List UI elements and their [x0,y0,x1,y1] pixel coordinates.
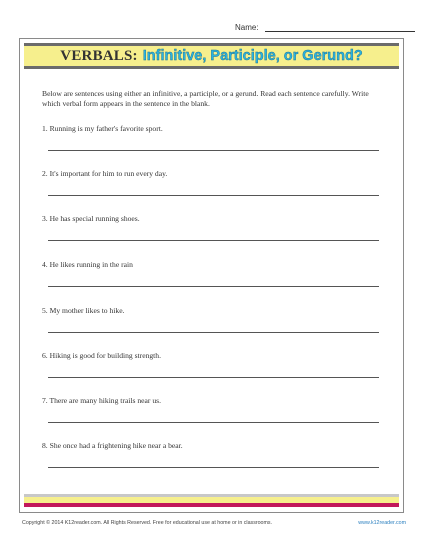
answer-line[interactable] [48,467,379,468]
question-item [42,441,382,450]
question-sentence: 4. He likes running in the rain [42,260,133,269]
instructions: Below are sentences using either an infinitive, a participle, or a gerund. Read each sentence carefully. Write which verbal form appears in the sentence in the blank. [42,89,369,108]
question-item [42,306,382,315]
footer [22,520,406,526]
question-item [42,260,382,269]
answer-line[interactable] [48,377,379,378]
answer-line[interactable] [48,422,379,423]
title-sub: Infinitive, Participle, or Gerund? [142,48,363,64]
question-item [42,214,382,223]
question-sentence: 6. Hiking is good for building strength. [42,351,161,360]
question-sentence: 5. My mother likes to hike. [42,306,125,315]
name-blank[interactable] [265,23,415,32]
copyright-text: Copyright © 2014 K12reader.com. All Rights Reserved. Free for educational use at home or in classrooms. [22,520,273,526]
question-item [42,351,382,360]
question-sentence: 7. There are many hiking trails near us. [42,396,162,405]
question-item [42,169,382,178]
name-label: Name: [235,23,259,32]
answer-line[interactable] [48,240,379,241]
answer-line[interactable] [48,150,379,151]
bottom-stripe-pink [24,503,399,507]
answer-line[interactable] [48,286,379,287]
title-bar [24,43,399,69]
question-item [42,124,382,133]
question-sentence: 8. She once had a frightening hike near a bear. [42,441,183,450]
answer-line[interactable] [48,332,379,333]
name-field [235,23,415,32]
question-sentence: 1. Running is my father's favorite sport. [42,124,163,133]
question-sentence: 2. It's important for him to run every day. [42,169,168,178]
question-item [42,396,382,405]
answer-line[interactable] [48,195,379,196]
question-sentence: 3. He has special running shoes. [42,214,140,223]
site-link[interactable]: www.k12reader.com [358,520,406,526]
title-main: VERBALS: [60,47,138,64]
